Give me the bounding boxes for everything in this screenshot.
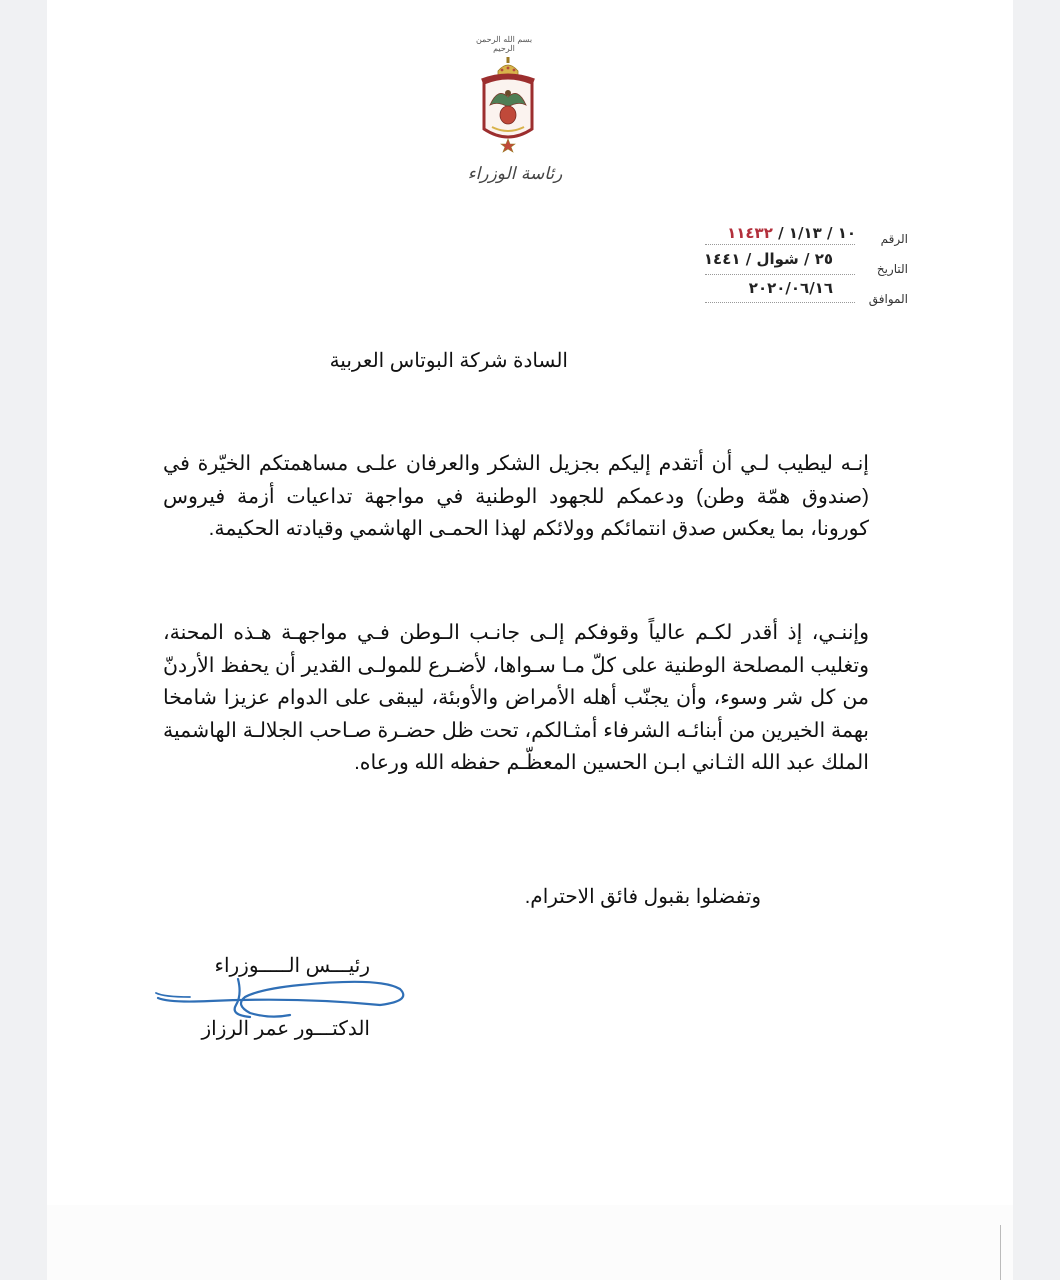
reference-number-label: الرقم <box>880 232 908 246</box>
body-paragraph-1: إنـه ليطيب لـي أن أتقدم إليكم بجزيل الشكر والعرفان علـى مساهمتكم الخيّرة في (صندوق همّة وطن) ودعمكم للجهود الوطنية في مواجهة تداعيات أزمة فيروس كورونا، بما يعكس صدق انتمائكم وولائكم لهذا الحمـى الهاشمي وقيادته الحكيمة. <box>163 452 869 540</box>
hijri-date-value: ٢٥ / شوال / ١٤٤١ <box>703 250 833 268</box>
gregorian-date-value: ٢٠٢٠/٠٦/١٦ <box>748 279 833 297</box>
page-footer-shade <box>47 1205 1013 1280</box>
reference-block <box>47 0 1013 320</box>
hijri-date-line <box>705 274 855 275</box>
signatory-name: الدكتـــور عمر الرزاز <box>201 1018 370 1040</box>
closing-line: وتفضلوا بقبول فائق الاحترام. <box>524 886 761 908</box>
reference-number-value <box>727 224 856 242</box>
body-paragraph-2: وإننـي، إذ أقدر لكـم عالياً وقوفكم إلـى جانـب الـوطن فـي مواجهـة هـذه المحنة، وتغليب المصلحة الوطنية على كلّ مـا سـواها، لأضـرع للمولـى القدير أن يحفظ الأردنّ من كل شر وسوء، وأن يجنّب أهله الأمراض والأوبئة، ليبقى على الدوام عزيزا شامخا بهمة الخيرين من أبنائـه الشرفاء أمثـالكم، تحت ظل حضـرة صـاحب الجلالـة الهاشمية الملك عبد الله الثـاني ابـن الحسين المعظّـم حفظه الله ورعاه. <box>163 621 869 774</box>
recipient-line: السادة شركة البوتاس العربية <box>329 350 568 372</box>
gregorian-date-label: الموافق <box>868 292 908 306</box>
gregorian-date-line <box>705 302 855 303</box>
scrollbar-indicator[interactable] <box>1000 1225 1001 1280</box>
reference-number-line <box>705 244 855 245</box>
reference-serial-number: ١١٤٣٢ <box>727 224 773 242</box>
signatory-title: رئيـــس الـــــوزراء <box>214 955 370 977</box>
office-name: رئاسة الوزراء <box>467 164 563 184</box>
letter-page <box>47 0 1013 1280</box>
bismillah-header: بسم الله الرحمن الرحيم <box>475 35 533 53</box>
hijri-date-label: التاريخ <box>876 262 908 276</box>
reference-number-prefix: ١٠ / ١/١٣ / <box>778 224 856 242</box>
